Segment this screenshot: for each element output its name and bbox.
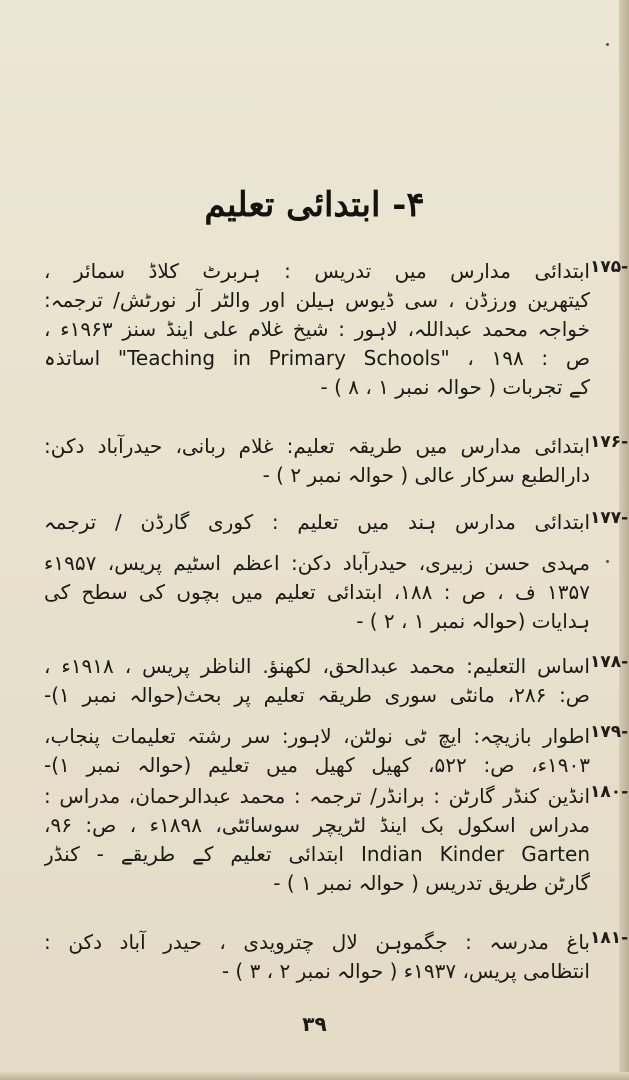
chapter-heading: ۴- ابتدائی تعلیم	[204, 185, 425, 225]
entry-line: ابتدائی مدارس میں تدریس : ہربرٹ کلاڈ سمائر ،	[44, 259, 590, 283]
entry-178	[44, 652, 629, 710]
entry-number: ۱۷۹-	[590, 722, 629, 742]
entry-line: مدراس اسکول بک اینڈ لٹریچر سوسائٹی، ۱۸۹۸ء ، ص: ۹۶،	[44, 813, 590, 837]
entry-line: کیتھرین ورزڈن ، سی ڈیوس ہیلن اور والٹر آر نورٹش/ ترجمہ:	[44, 288, 590, 312]
entry-number: ۱۷۸-	[590, 652, 629, 672]
entry-177	[44, 508, 629, 636]
entry-line: انتظامی پریس، ۱۹۳۷ء ( حوالہ نمبر ۲ ، ۳ ) -	[221, 959, 590, 983]
entry-line: دارالطبع سرکار عالی ( حوالہ نمبر ۲ ) -	[262, 463, 590, 487]
page-edge-shadow	[619, 0, 629, 1080]
entry-line: ص : ۱۹۸ ، "Teaching in Primary Schools" اساتذہ	[44, 346, 590, 370]
entry-number: ۱۷۶-	[590, 432, 629, 452]
entry-line: ابتدائی مدارس ہند میں تعلیم : کوری گارڈن / ترجمہ	[44, 510, 590, 534]
entry-line: گارٹن طریق تدریس ( حوالہ نمبر ۱ ) -	[273, 871, 590, 895]
speck	[606, 43, 609, 46]
entry-number: ۱۸۱-	[590, 928, 629, 948]
entry-line: ہدایات (حوالہ نمبر ۱ ، ۲ ) -	[356, 609, 590, 633]
entry-line: باغ مدرسہ : جگموہن لال چترویدی ، حیدر آباد دکن :	[44, 930, 590, 954]
entry-179	[44, 722, 629, 780]
entry-number: ۱۸۰-	[590, 782, 629, 802]
entry-number: ۱۷۵-	[590, 257, 629, 277]
entry-line: اساس التعلیم: محمد عبدالحق، لکھنؤ. الناظر پریس ، ۱۹۱۸ء ،	[44, 654, 590, 678]
entry-176	[44, 432, 629, 490]
entry-line: انڈین کنڈر گارٹن : برانڈر/ ترجمہ : محمد عبدالرحمان، مدراس :	[44, 784, 590, 808]
entry-line: خواجہ محمد عبداللہ، لاہور : شیخ غلام علی اینڈ سنز ۱۹۶۳ء ،	[44, 317, 590, 341]
entry-line: ۱۳۵۷ ف ، ص : ۱۸۸، ابتدائی تعلیم میں بچوں کی سطح کی	[44, 580, 590, 604]
speck	[606, 560, 609, 563]
entry-180	[44, 782, 629, 898]
entry-line: مہدی حسن زبیری، حیدرآباد دکن: اعظم اسٹیم پریس، ۱۹۵۷ء	[44, 551, 590, 575]
entry-line: Indian Kinder Garten ابتدائی تعلیم کے طریقے - کنڈر	[44, 842, 590, 866]
entry-181	[44, 928, 629, 986]
entry-175	[44, 257, 629, 402]
page-bottom-edge	[0, 1072, 629, 1080]
entry-line: ص: ۲۸۶، مانٹی سوری طریقہ تعلیم پر بحث(حوالہ نمبر ۱)-	[44, 683, 590, 707]
page-number: ۳۹	[302, 1012, 327, 1036]
entry-line: ابتدائی مدارس میں طریقہ تعلیم: غلام ربانی، حیدرآباد دکن:	[44, 434, 590, 458]
entry-line: کے تجربات ( حوالہ نمبر ۱ ، ۸ ) -	[320, 375, 590, 399]
entry-line: اطوار بازیچہ: ایچ ٹی نولٹن، لاہور: سر رشتہ تعلیمات پنجاب،	[44, 724, 590, 748]
entry-line: ۱۹۰۳ء، ص: ۵۲۲، کھیل کھیل میں تعلیم (حوالہ نمبر ۱)-	[44, 753, 590, 777]
entry-number: ۱۷۷-	[590, 508, 629, 528]
